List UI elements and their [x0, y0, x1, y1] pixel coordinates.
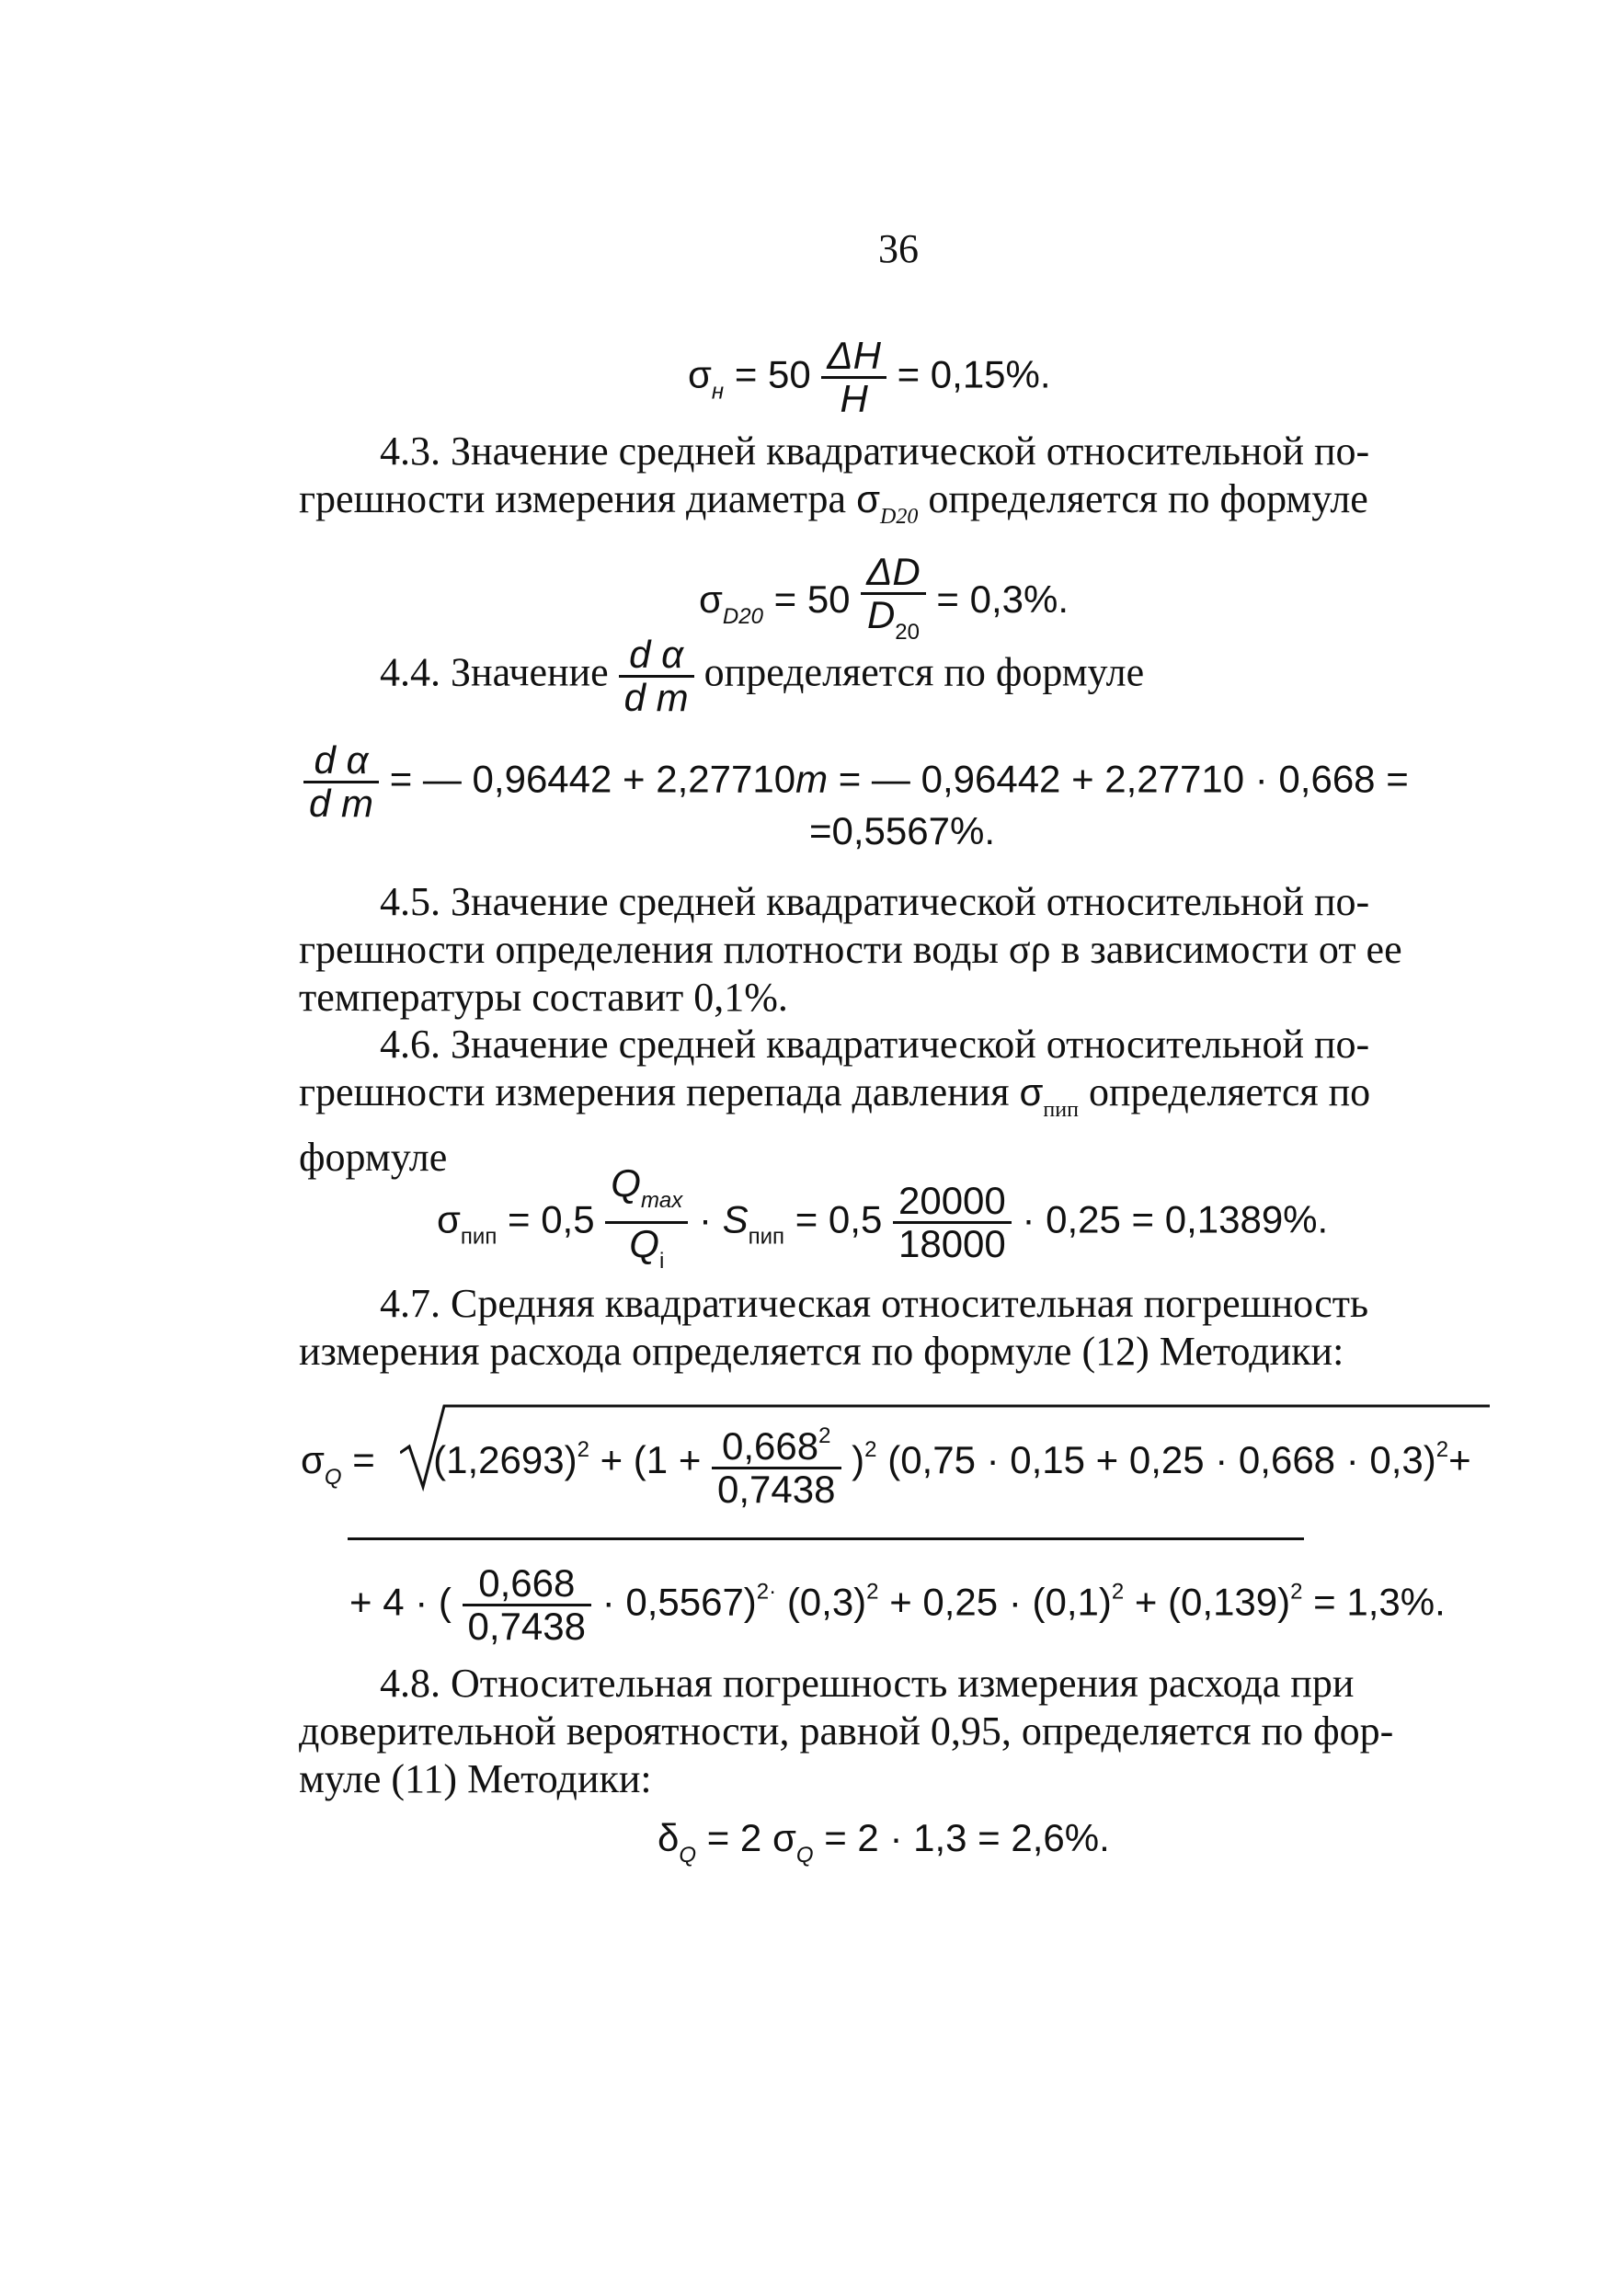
page-number: 36	[878, 226, 919, 271]
sqrt-vinculum-line2	[348, 1537, 1304, 1540]
paragraph-4-4: 4.4. Значение $\frac{\text{d α}}{\text{d m}}$ определяется по формуле	[380, 633, 1145, 719]
formula-dalpha-dm: $\frac{\text{d α}}{\text{d m}}$ = — 0,96442 + 2,27710m = — 0,96442 + 2,27710 · 0,668 =	[303, 740, 1409, 824]
formula-sigma-q-line2: + 4 · ( $\frac{0,668}{0,7438}$ · 0,5567)$^{2\cdot}$ $(0,3)^2 + 0,25 \cdot (0,1)^2 + (0,139)^2 = 1,3\%$.	[349, 1561, 1446, 1648]
formula-sigma-d20: $\sigma_{D20} = 50$ $\frac{\Delta D}{D_{20}}$ = 0,3%.	[699, 550, 1069, 645]
paragraph-4-3: 4.3. Значение средней квадратической относительной по- грешности измерения диаметра $\sigma_{D20}$ определяется по формуле	[299, 429, 1370, 529]
paragraph-4-6: 4.6. Значение средней квадратической относительной по- грешности измерения перепада давления $\sigma_{пип}$ определяется по формуле	[299, 1022, 1371, 1180]
formula-sigma-h: $\sigma_н = 50$ $\frac{\Delta H}{H}$ = 0,15%.	[688, 334, 1051, 420]
formula-delta-q: $\delta_Q = 2$ $\sigma_Q = 2 \cdot 1,3 = 2,6\%$.	[658, 1816, 1110, 1868]
sqrt-sign	[400, 1402, 1504, 1494]
paragraph-4-7: 4.7. Средняя квадратическая относительная погрешность измерения расхода определяется по формуле (12) Методики:	[299, 1281, 1369, 1374]
paragraph-4-8: 4.8. Относительная погрешность измерения расхода при доверительной вероятности, равной 0,95, определяется по фор- муле (11) Методики:	[299, 1661, 1394, 1801]
formula-sigma-q-line1: $\sigma_Q = (1,2693)^2 + (1$ + $\frac{0,668^2}{0,7438}$ )$^2$ $(0,75 \cdot 0,15 + 0,25 \cdot 0,668 \cdot 0,3)^2+$	[301, 1416, 1471, 1510]
formula-dalpha-dm-result: =0,5567%.	[809, 809, 996, 852]
formula-sigma-pip: $\sigma_{пип} = 0,5$ $\frac{Q_{max}}{Q_i}$ · $S_{пип} = 0,5$ $\frac{20000}{18000}$ · 0,25 = 0,1389%.	[437, 1161, 1329, 1274]
paragraph-4-5: 4.5. Значение средней квадратической относительной по- грешности определения плотности воды σρ в зависимости от ее температуры составит 0,1%.	[299, 879, 1402, 1020]
